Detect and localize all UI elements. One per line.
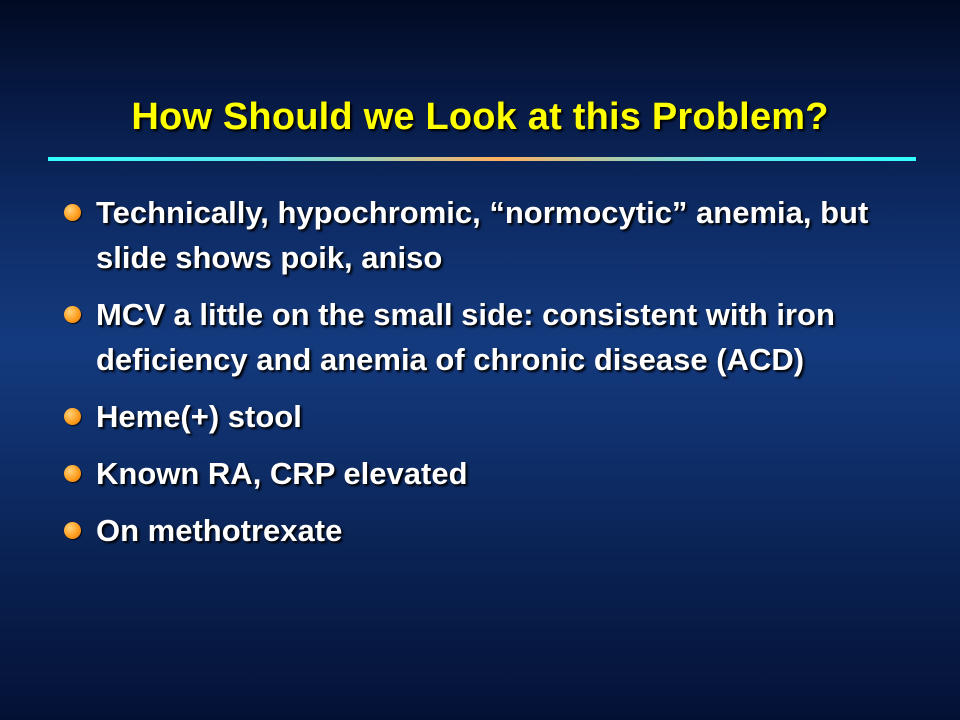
- bullet-item: [64, 508, 924, 553]
- bullet-item: [64, 190, 924, 280]
- bullet-dot-icon: [64, 204, 81, 221]
- slide-title: How Should we Look at this Problem?: [131, 96, 829, 138]
- bullet-list: [64, 190, 924, 565]
- bullet-text: Known RA, CRP elevated: [96, 456, 468, 491]
- bullet-item: [64, 394, 924, 439]
- title-underline: [48, 157, 916, 161]
- bullet-item: [64, 292, 924, 382]
- bullet-dot-icon: [64, 408, 81, 425]
- bullet-text: Heme(+) stool: [96, 399, 302, 434]
- bullet-dot-icon: [64, 306, 81, 323]
- bullet-item: [64, 451, 924, 496]
- bullet-text: On methotrexate: [96, 513, 343, 548]
- bullet-text: MCV a little on the small side: consistent with iron deficiency and anemia of chronic disease (ACD): [96, 297, 835, 377]
- bullet-dot-icon: [64, 522, 81, 539]
- bullet-dot-icon: [64, 465, 81, 482]
- bullet-text: Technically, hypochromic, “normocytic” anemia, but slide shows poik, aniso: [96, 195, 869, 275]
